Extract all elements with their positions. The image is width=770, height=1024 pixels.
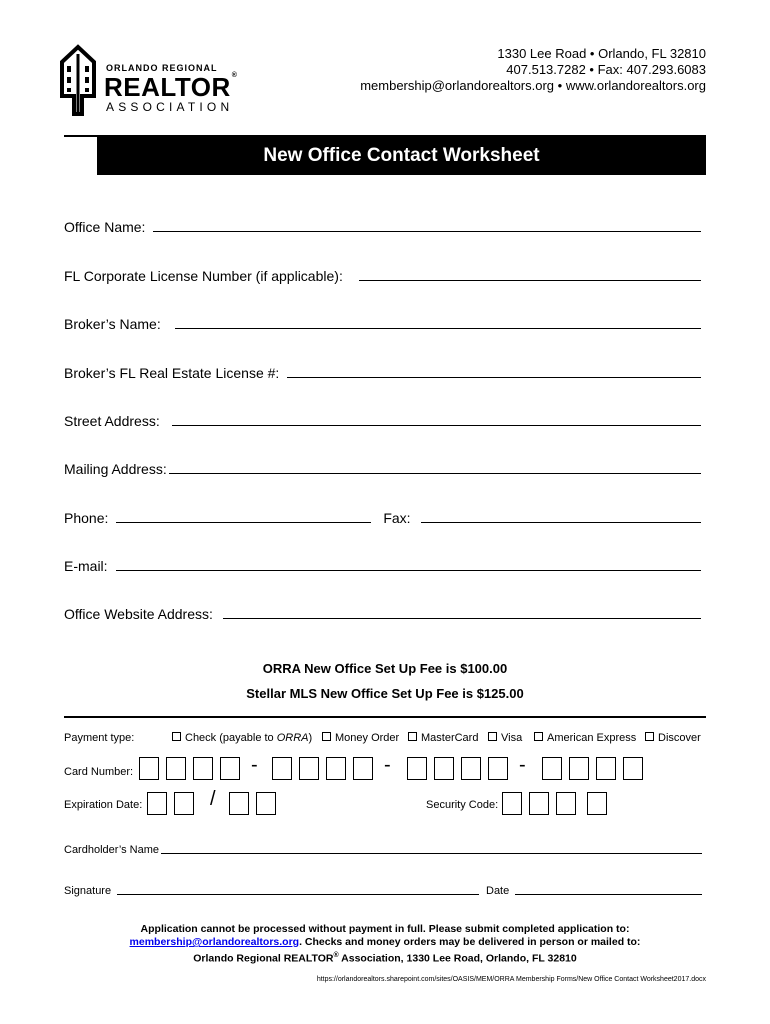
email-line[interactable] [116,556,701,571]
card-number-label: Card Number: [64,766,134,778]
card-dash: - [251,754,258,776]
expiration-slash: / [210,788,216,810]
contact-web: membership@orlandorealtors.org • www.orlandorealtors.org [360,78,706,93]
check-label: Check (payable to [185,732,277,744]
card-digit-box[interactable] [407,757,427,780]
check-suffix: ) [308,732,313,744]
discover-option[interactable] [645,732,701,744]
street-address-line[interactable] [172,411,701,426]
website-field[interactable] [64,602,701,622]
card-digit-box[interactable] [542,757,562,780]
footer-line3a: Orlando Regional REALTOR [193,952,334,965]
signature-label: Signature [64,885,112,897]
check-option[interactable] [172,732,312,744]
visa-option[interactable] [488,732,522,744]
mailing-address-label: Mailing Address: [64,461,167,477]
fax-line[interactable] [421,508,701,523]
card-digit-box[interactable] [488,757,508,780]
visa-label: Visa [501,732,523,744]
corporate-license-line[interactable] [359,266,701,281]
check-payee: ORRA [276,732,309,744]
card-digit-box[interactable] [299,757,319,780]
card-digit-box[interactable] [272,757,292,780]
contact-block [360,46,706,94]
corporate-license-label: FL Corporate License Number (if applicable): [64,268,343,284]
card-digit-box[interactable] [139,757,159,780]
broker-license-label: Broker’s FL Real Estate License #: [64,365,280,381]
contact-phone: 407.513.7282 • Fax: 407.293.6083 [506,62,706,77]
payment-type-row [64,732,706,748]
broker-name-label: Broker’s Name: [64,316,161,332]
cardholder-line[interactable] [161,843,702,854]
mastercard-label: MasterCard [421,732,479,744]
card-digit-box[interactable] [596,757,616,780]
security-code-label: Security Code: [426,799,499,811]
expiration-box[interactable] [256,792,276,815]
footer-line2 [0,936,770,949]
footer-line1: Application cannot be processed without payment in full. Please submit completed application to: [140,923,630,935]
phone-fax-field[interactable] [64,506,701,526]
date-label: Date [486,885,510,897]
street-address-label: Street Address: [64,413,160,429]
expiration-label: Expiration Date: [64,799,143,811]
broker-license-field[interactable] [64,361,701,381]
orra-fee: ORRA New Office Set Up Fee is $100.00 [262,661,508,676]
checkbox-icon[interactable] [408,732,417,741]
logo-line3: ASSOCIATION [106,100,234,114]
office-name-line[interactable] [153,217,701,232]
footer-notice [0,923,770,966]
payment-divider [64,716,706,718]
card-digit-box[interactable] [623,757,643,780]
card-digit-box[interactable] [166,757,186,780]
website-label: Office Website Address: [64,606,213,622]
footer-reg: ® [333,952,339,959]
document-path: https://orlandorealtors.sharepoint.com/sites/OASIS/MEM/ORRA Membership Forms/New Office Contact Worksheet2017.docx [316,976,706,983]
footer-line3 [0,949,770,966]
expiration-box[interactable] [147,792,167,815]
security-box[interactable] [587,792,607,815]
office-name-field[interactable] [64,215,701,235]
cardholder-field[interactable] [64,840,702,856]
money-order-option[interactable] [322,732,399,744]
card-digit-box[interactable] [461,757,481,780]
mastercard-option[interactable] [408,732,478,744]
email-field[interactable] [64,554,701,574]
card-digit-box[interactable] [220,757,240,780]
fax-label: Fax: [383,510,411,526]
checkbox-icon[interactable] [172,732,181,741]
amex-option[interactable] [534,732,636,744]
broker-license-line[interactable] [287,363,701,378]
card-digit-box[interactable] [353,757,373,780]
logo-line1: ORLANDO REGIONAL [106,63,218,73]
signature-line[interactable] [117,884,479,895]
card-digit-box[interactable] [193,757,213,780]
page-title: New Office Contact Worksheet [97,137,706,175]
security-box[interactable] [556,792,576,815]
checkbox-icon[interactable] [645,732,654,741]
logo-realtor: REALTOR [104,72,231,102]
security-box[interactable] [529,792,549,815]
expiration-box[interactable] [229,792,249,815]
logo-reg: ® [231,72,238,79]
phone-line[interactable] [116,508,371,523]
broker-name-field[interactable] [64,312,701,332]
date-field[interactable] [486,881,702,897]
broker-name-line[interactable] [175,314,701,329]
building-logo-icon [58,44,98,116]
checkbox-icon[interactable] [534,732,543,741]
mailing-address-field[interactable] [64,457,701,477]
expiration-box[interactable] [174,792,194,815]
footer-line2-text: . Checks and money orders may be delivered in person or mailed to: [299,936,641,948]
membership-email-link[interactable]: membership@orlandorealtors.org [129,936,300,948]
cardholder-label: Cardholder’s Name [64,844,159,856]
checkbox-icon[interactable] [488,732,497,741]
signature-field[interactable] [64,881,479,897]
orra-logo [58,44,238,116]
security-box[interactable] [502,792,522,815]
checkbox-icon[interactable] [322,732,331,741]
street-address-field[interactable] [64,409,701,429]
payment-type-label: Payment type: [64,732,135,744]
office-name-label: Office Name: [64,219,146,235]
card-dash: - [519,754,526,776]
date-line[interactable] [515,884,702,895]
phone-label: Phone: [64,510,109,526]
stellar-fee: Stellar MLS New Office Set Up Fee is $125.00 [246,686,524,701]
mailing-address-line[interactable] [169,459,701,474]
card-digit-box[interactable] [434,757,454,780]
discover-label: Discover [658,732,701,744]
logo-line2 [104,72,237,103]
money-order-label: Money Order [335,732,400,744]
corporate-license-field[interactable] [64,264,701,284]
card-digit-box[interactable] [326,757,346,780]
website-line[interactable] [223,604,701,619]
email-label: E-mail: [64,558,108,574]
amex-label: American Express [547,732,637,744]
card-dash: - [384,754,391,776]
contact-address: 1330 Lee Road • Orlando, FL 32810 [497,46,706,61]
card-digit-box[interactable] [569,757,589,780]
footer-line3b: Association, 1330 Lee Road, Orlando, FL 32810 [338,952,577,965]
